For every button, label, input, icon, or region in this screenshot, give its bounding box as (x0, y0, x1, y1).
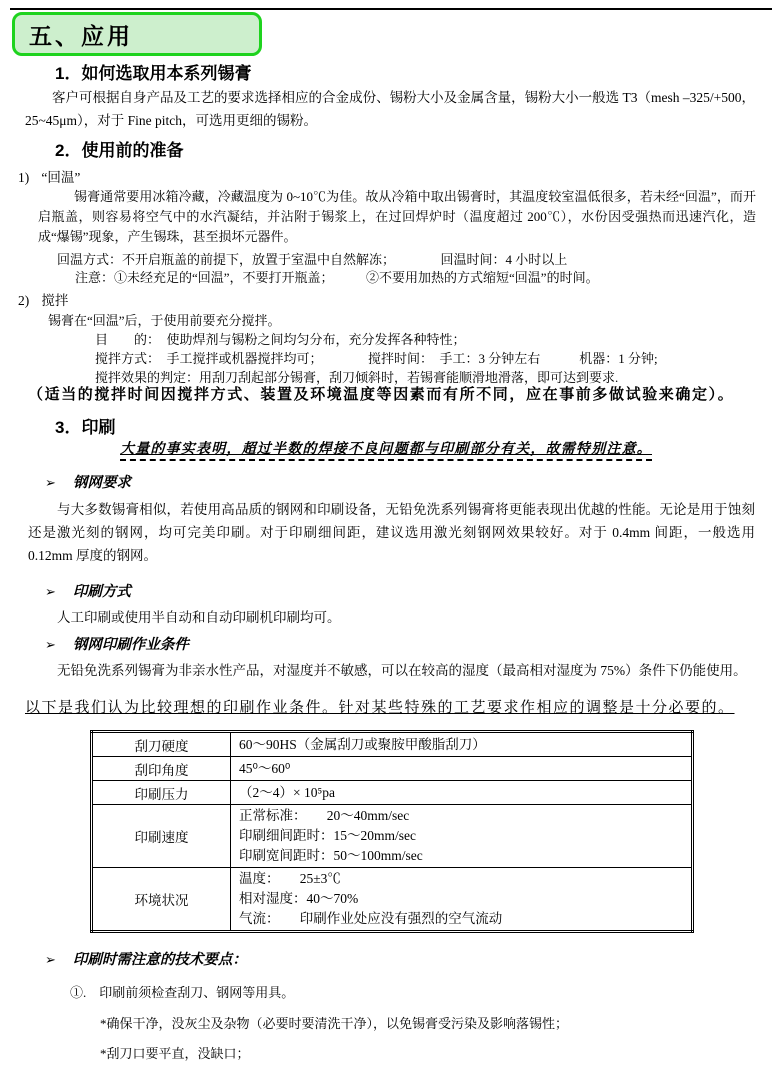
bullet-title: 钢网印刷作业条件 (72, 637, 189, 653)
bullet-stencil-conditions (45, 633, 189, 654)
value-line: 印刷细间距时：15～20mm/sec (239, 828, 416, 843)
heading-select-paste: 1．如何选取用本系列锡膏 (55, 64, 252, 83)
bullet-technical-points (45, 948, 247, 969)
header-rule (10, 8, 772, 10)
table-row (92, 732, 693, 757)
list-number: 1) (18, 170, 30, 185)
heading-printing: 3．印刷 (55, 418, 116, 437)
table-row (92, 757, 693, 781)
arrow-bullet-icon: ➢ (45, 476, 56, 491)
paragraph-stencil-conditions: 无铅免洗系列锡膏为非亲水性产品，对湿度并不敏感，可以在较高的湿度（最高相对湿度为 75%）条件下仍能使用。 (57, 663, 747, 678)
bullet-printing-method (45, 580, 131, 601)
list-item-rewarm (18, 166, 80, 186)
row-label: 环境状况 (92, 868, 231, 932)
row-value (231, 781, 693, 805)
row-label: 刮印角度 (92, 757, 231, 781)
row-value (231, 757, 693, 781)
line-stir-purpose: 目 的： 使助焊剂与锡粉之间均匀分布，充分发挥各种特性； (95, 332, 466, 347)
value-line: 温度： 25±3℃ (239, 871, 341, 886)
value-line: 60～90HS（金属刮刀或聚胺甲酸脂刮刀） (239, 736, 486, 752)
value-line: 相对湿度：40～70% (239, 891, 359, 906)
line-stir-intro: 锡膏在“回温”后，于使用前要充分搅拌。 (48, 313, 281, 328)
line-squeegee-straight: *刮刀口要平直，没缺口； (100, 1046, 250, 1061)
list-number: 2) (18, 293, 30, 308)
line-rewarm-note: 注意：①未经充足的“回温”，不要打开瓶盖； ②不要用加热的方式缩短“回温”的时间。 (75, 270, 599, 285)
table-row (92, 805, 693, 868)
value-line: 45⁰～60⁰ (239, 760, 291, 776)
paragraph-printing-method: 人工印刷或使用半自动和自动印刷机印刷均可。 (57, 610, 341, 625)
list-title: “回温” (41, 170, 81, 185)
row-value (231, 868, 693, 932)
list-item-stir (18, 289, 68, 309)
printing-notice-underlined: 大量的事实表明，超过半数的焊接不良问题都与印刷部分有关，故需特别注意。 (120, 438, 652, 461)
arrow-bullet-icon: ➢ (45, 585, 56, 600)
arrow-bullet-icon: ➢ (45, 638, 56, 653)
heading-preparation: 2．使用前的准备 (55, 141, 184, 160)
row-label: 印刷速度 (92, 805, 231, 868)
value-line: 气流： 印刷作业处应没有强烈的空气流动 (239, 911, 503, 926)
value-line: 正常标准： 20～40mm/sec (239, 808, 410, 823)
line-stir-judge: 搅拌效果的判定：用刮刀刮起部分锡膏，刮刀倾斜时，若锡膏能顺滑地滑落，即可达到要求. (95, 370, 619, 385)
table-row (92, 868, 693, 932)
bullet-title: 印刷方式 (72, 584, 131, 600)
table-row (92, 781, 693, 805)
arrow-bullet-icon: ➢ (45, 953, 56, 968)
paragraph-stencil-requirements: 与大多数锡膏相似，若使用高品质的钢网和印刷设备，无铅免洗系列锡膏将更能表现出优越的性能。无论是用于蚀刻还是激光刻的钢网，均可完美印刷。对于印刷细间距，建议选用激光刻钢网效果较好。对于 0.4mm 间距，一般选用 0.12mm 厚度的钢网。 (28, 502, 755, 563)
row-label: 印刷压力 (92, 781, 231, 805)
line-rewarm-method: 回温方式：不开启瓶盖的前提下，放置于室温中自然解冻； 回温时间：4 小时以上 (57, 252, 568, 267)
row-value (231, 805, 693, 868)
banner-title: 五、应用 (29, 22, 133, 49)
row-label: 刮刀硬度 (92, 732, 231, 757)
line-stir-bold-note: （适当的搅拌时间因搅拌方式、装置及环境温度等因素而有所不同，应在事前多做试验来确定）。 (28, 386, 735, 403)
paragraph-rewarm: 锡膏通常要用冰箱冷藏，冷藏温度为 0~10℃为佳。故从冷箱中取出锡膏时，其温度较室温低很多，若未经“回温”，而开启瓶盖，则容易将空气中的水汽凝结，并沾附于锡浆上，在过回焊炉时（温度超过 200℃），水份因受强热而迅速汽化，造成“爆锡”现象，产生锡珠，甚至损坏元器件。 (38, 189, 756, 244)
line-check-tools: ①. 印刷前须检查刮刀、钢网等用具。 (70, 985, 295, 1000)
value-line: （2～4）× 10⁵pa (239, 784, 335, 800)
line-keep-clean: *确保干净，没灰尘及杂物（必要时要清洗干净），以免锡膏受污染及影响落锡性； (100, 1016, 569, 1031)
value-line: 印刷宽间距时：50～100mm/sec (239, 848, 423, 863)
printing-conditions-table (90, 730, 694, 933)
list-title: 搅拌 (41, 293, 69, 308)
line-stir-method: 搅拌方式： 手工搅拌或机器搅拌均可； 搅拌时间： 手工：3 分钟左右 机器：1 分钟; (95, 351, 658, 366)
ideal-conditions-underlined: 以下是我们认为比较理想的印刷作业条件。针对某些特殊的工艺要求作相应的调整是十分必要的。 (25, 700, 735, 716)
section-banner (12, 12, 262, 56)
row-value (231, 732, 693, 757)
bullet-stencil-requirements (45, 471, 131, 492)
paragraph-select-paste: 客户可根据自身产品及工艺的要求选择相应的合金成份、锡粉大小及金属含量，锡粉大小一般选 T3（mesh –325/+500，25~45μm），对于 Fine pitch，可选用更细的锡粉。 (25, 90, 755, 128)
bullet-title: 印刷时需注意的技术要点： (72, 952, 247, 968)
bullet-title: 钢网要求 (72, 475, 131, 491)
